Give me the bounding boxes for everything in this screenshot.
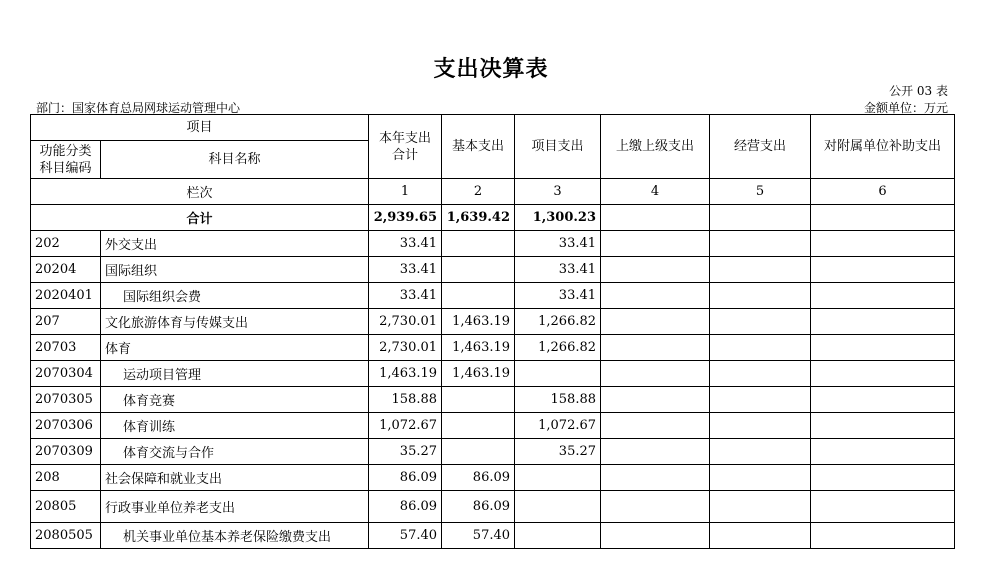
row-business [710,231,811,257]
row-basic: 86.09 [442,465,515,491]
row-subject-name: 国际组织会费 [101,283,369,309]
row-business [710,413,811,439]
row-remit [601,523,710,549]
row-total: 86.09 [369,465,442,491]
page-title: 支出决算表 [433,56,549,82]
row-subsidy [811,439,955,465]
header-total-line2: 合计 [392,147,419,163]
row-total: 2,730.01 [369,309,442,335]
row-basic [442,257,515,283]
row-basic [442,413,515,439]
row-basic: 1,463.19 [442,361,515,387]
row-project: 1,266.82 [515,309,601,335]
row-subsidy [811,387,955,413]
row-remit [601,387,710,413]
expenditure-table [30,114,955,549]
row-subsidy [811,523,955,549]
table-row [31,309,955,335]
header-project-exp: 项目支出 [515,115,601,179]
row-project: 33.41 [515,283,601,309]
row-subject-name: 文化旅游体育与传媒支出 [101,309,369,335]
table-row [31,465,955,491]
header-basic: 基本支出 [442,115,515,179]
row-subsidy [811,465,955,491]
row-basic [442,283,515,309]
header-total-line1: 本年支出 [379,130,432,146]
row-code: 2020401 [31,283,101,309]
header-total [369,115,442,179]
row-total: 1,072.67 [369,413,442,439]
row-subsidy [811,309,955,335]
total-row-total: 2,939.65 [369,205,442,231]
table-row [31,283,955,309]
row-subject-name: 行政事业单位养老支出 [101,491,369,523]
row-subject-name: 体育训练 [101,413,369,439]
row-remit [601,361,710,387]
table-header [31,115,955,231]
row-business [710,361,811,387]
row-basic [442,439,515,465]
row-code: 20204 [31,257,101,283]
row-code: 20703 [31,335,101,361]
row-code: 2070309 [31,439,101,465]
department-label: 部门：国家体育总局网球运动管理中心 [36,101,241,115]
row-code: 208 [31,465,101,491]
row-subsidy [811,361,955,387]
row-basic: 1,463.19 [442,335,515,361]
row-total: 1,463.19 [369,361,442,387]
row-code: 202 [31,231,101,257]
row-total: 33.41 [369,257,442,283]
table-row [31,335,955,361]
table-row [31,523,955,549]
row-subsidy [811,257,955,283]
row-code: 2070305 [31,387,101,413]
header-func-code [31,141,101,179]
row-subsidy [811,491,955,523]
total-row-remit [601,205,710,231]
row-code: 2080505 [31,523,101,549]
table-row [31,387,955,413]
row-remit [601,439,710,465]
column-index-6: 6 [811,179,955,205]
row-total: 86.09 [369,491,442,523]
row-business [710,335,811,361]
header-subsidy: 对附属单位补助支出 [811,115,955,179]
row-subject-name: 体育 [101,335,369,361]
row-total: 33.41 [369,231,442,257]
row-business [710,491,811,523]
table-row [31,231,955,257]
header-remit: 上缴上级支出 [601,115,710,179]
row-business [710,523,811,549]
row-code: 207 [31,309,101,335]
header-func-code-line2: 科目编码 [39,160,92,176]
column-index-label: 栏次 [31,179,369,205]
row-business [710,309,811,335]
row-remit [601,283,710,309]
column-index-5: 5 [710,179,811,205]
row-project: 35.27 [515,439,601,465]
row-subject-name: 运动项目管理 [101,361,369,387]
row-code: 2070306 [31,413,101,439]
row-business [710,387,811,413]
amount-unit-label: 金额单位：万元 [863,101,948,115]
header-business: 经营支出 [710,115,811,179]
row-subject-name: 外交支出 [101,231,369,257]
row-project: 33.41 [515,257,601,283]
table-row [31,361,955,387]
row-subject-name: 体育竞赛 [101,387,369,413]
row-project [515,491,601,523]
row-basic: 57.40 [442,523,515,549]
header-func-code-line1: 功能分类 [39,143,92,159]
table-body [31,231,955,549]
row-code: 20805 [31,491,101,523]
row-project [515,523,601,549]
row-subject-name: 社会保障和就业支出 [101,465,369,491]
row-subject-name: 体育交流与合作 [101,439,369,465]
row-total: 33.41 [369,283,442,309]
row-total: 2,730.01 [369,335,442,361]
row-subject-name: 机关事业单位基本养老保险缴费支出 [101,523,369,549]
row-remit [601,413,710,439]
column-index-1: 1 [369,179,442,205]
total-row-project: 1,300.23 [515,205,601,231]
row-subsidy [811,335,955,361]
row-basic: 86.09 [442,491,515,523]
row-subsidy [811,231,955,257]
row-project: 1,266.82 [515,335,601,361]
row-subject-name: 国际组织 [101,257,369,283]
row-code: 2070304 [31,361,101,387]
row-total: 158.88 [369,387,442,413]
row-subsidy [811,283,955,309]
row-project [515,465,601,491]
row-total: 57.40 [369,523,442,549]
table-row [31,257,955,283]
table-row [31,439,955,465]
header-subject-name: 科目名称 [101,141,369,179]
row-remit [601,465,710,491]
row-subsidy [811,413,955,439]
row-remit [601,491,710,523]
column-index-4: 4 [601,179,710,205]
table-row [31,491,955,523]
row-business [710,257,811,283]
row-project: 1,072.67 [515,413,601,439]
column-index-2: 2 [442,179,515,205]
header-project: 项目 [31,115,369,141]
row-remit [601,231,710,257]
total-row-label: 合计 [31,205,369,231]
row-basic [442,387,515,413]
row-remit [601,335,710,361]
total-row-subsidy [811,205,955,231]
row-basic [442,231,515,257]
table-row [31,413,955,439]
row-remit [601,257,710,283]
column-index-3: 3 [515,179,601,205]
row-project: 33.41 [515,231,601,257]
total-row-business [710,205,811,231]
row-project: 158.88 [515,387,601,413]
row-basic: 1,463.19 [442,309,515,335]
form-number: 公开 03 表 [889,84,948,98]
total-row-basic: 1,639.42 [442,205,515,231]
row-total: 35.27 [369,439,442,465]
row-business [710,283,811,309]
row-business [710,465,811,491]
row-business [710,439,811,465]
row-project [515,361,601,387]
row-remit [601,309,710,335]
